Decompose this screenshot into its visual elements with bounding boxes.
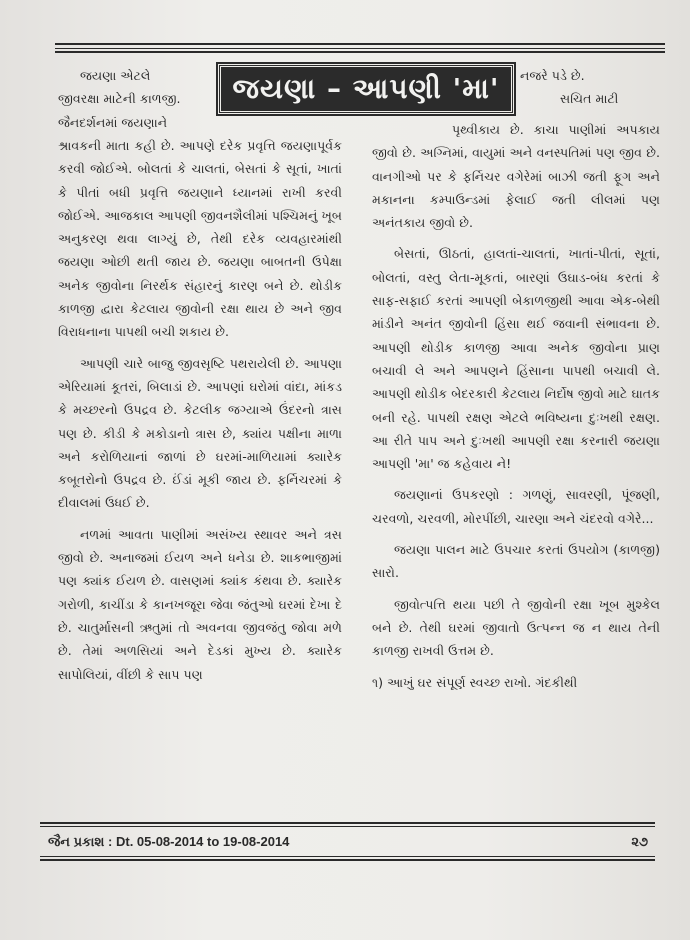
intro-line: સચિત માટી	[560, 91, 619, 107]
intro-line: જીવરક્ષા માટેની કાળજી.	[58, 91, 181, 107]
intro-right	[520, 64, 660, 111]
top-rule-thin	[55, 48, 665, 49]
paragraph: જીવોત્પત્તિ થયા પછી તે જીવોની રક્ષા ખૂબ મુશ્કેલ બને છે. તેથી ઘરમાં જીવાતો ઉત્પન્ન જ ન થાય તેની કાળજી રાખવી ઉત્તમ છે.	[372, 596, 660, 659]
paragraph: જયણા પાલન માટે ઉપચાર કરતાં ઉપયોગ (કાળજી) સારો.	[372, 542, 660, 581]
footer-rule	[40, 822, 655, 824]
paragraph: શ્રાવકની માતા કહી છે. આપણે દરેક પ્રવૃત્તિ જયણાપૂર્વક કરવી જોઈએ. બોલતાં કે ચાલતાં, બેસતાં કે સૂતાં, ખાતાં કે પીતાં બધી પ્રવૃત્તિ જયણાને ધ્યાનમાં રાખી કરવી જોઈએ. આજકાલ આપણી જીવનશૈલીમાં પશ્ચિમનું ખૂબ અનુકરણ થવા લાગ્યું છે, તેથી દરેક વ્યવહારમાંથી જયણા ઓછી થતી જાય છે. જયણા બાબતની ઉપેક્ષા અનેક જીવોના નિરર્થક સંહારનું કારણ બને છે. થોડીક કાળજી દ્વારા કેટલાય જીવોની રક્ષા થાય છે અને જીવ વિરાધનાના પાપથી બચી શકાય છે.	[58, 138, 342, 340]
page-number: ૨૭	[631, 834, 648, 849]
top-rule-lower	[55, 51, 665, 53]
paragraph: ૧) આખું ઘર સંપૂર્ણ સ્વચ્છ રાખો. ગંદકીથી	[372, 674, 578, 690]
footer-rule-thin	[40, 826, 655, 827]
intro-line: જયણા એટલે	[80, 68, 151, 83]
publication-info: જૈન પ્રકાશ : Dt. 05-08-2014 to 19-08-2014	[48, 834, 290, 849]
paragraph: પૃથ્વીકાય છે. કાચા પાણીમાં અપકાય જીવો છે. અગ્નિમાં, વાયુમાં અને વનસ્પતિમાં પણ જીવ છે. વાનગીઓ પર કે ફર્નિચર વગેરેમાં બાઝી જતી ફૂગ અને મકાનના કમ્પાઉન્ડમાં ફેલાઈ જતી લીલમાં પણ અનંતકાય જીવો છે.	[372, 122, 660, 231]
paragraph: જયણાનાં ઉપકરણો : ગળણું, સાવરણી, પૂંજણી, ચરવળો, ચરવળી, મોરપીંછી, ચારણા અને ચંદરવો વગેરે...	[372, 487, 660, 526]
intro-left	[58, 64, 218, 134]
left-column	[58, 134, 342, 694]
paragraph: નળમાં આવતા પાણીમાં અસંખ્ય સ્થાવર અને ત્રસ જીવો છે. અનાજમાં ઈયળ અને ધનેડા છે. શાકભાજીમાં પણ ક્યાંક ઈયળ છે. વાસણમાં ક્યાંક કંથવા છે. ક્યારેક ગરોળી, કાચીંડા કે કાનખજૂરા જેવા જંતુઓ ઘરમાં દેખા દે છે. ચાતુર્માસની ઋતુમાં તો અવનવા જીવજંતુ જોવા મળે છે. તેમાં અળસિયાં અને દેડકાં મુખ્ય છે. ક્યારેક સાપોલિયાં, વીંછી કે સાપ પણ	[58, 526, 342, 682]
footer-rule-thin-bottom	[40, 856, 655, 857]
footer-rule-bottom	[40, 859, 655, 861]
paragraph: આપણી ચારે બાજુ જીવસૃષ્ટિ પથરાયેલી છે. આપણા એરિયામાં કૂતરાં, બિલાડાં છે. આપણાં ઘરોમાં વાંદા, માંકડ કે મચ્છરનો ઉપદ્રવ છે. કેટલીક જગ્યાએ ઉંદરનો ત્રાસ પણ છે. કીડી કે મકોડાનો ત્રાસ છે, ક્યાંય પક્ષીના માળા અને કરોળિયાનાં જાળાં છે ઘરમાં-માળિયામાં ક્યારેક કબૂતરોનો ઉપદ્રવ છે. ઈંડાં મૂકી જાય છે. ફર્નિચરમાં કે દીવાલમાં ઉધઈ છે.	[58, 355, 342, 511]
right-column	[372, 118, 660, 702]
top-rule	[55, 43, 665, 45]
intro-line: જૈનદર્શનમાં જયણાને	[58, 114, 168, 130]
article-title: જયણા – આપણી 'મા'	[218, 64, 514, 114]
page-footer	[48, 830, 648, 854]
paragraph: બેસતાં, ઊઠતાં, હાલતાં-ચાલતાં, ખાતાં-પીતાં, સૂતાં, બોલતાં, વસ્તુ લેતા-મૂકતાં, બારણાં ઉઘાડ-બંધ કરતાં કે સાફ-સફાઈ કરતાં આપણી બેકાળજીથી આવા એક-બેથી માંડીને અનંત જીવોની હિંસા થઈ જવાની સંભાવના છે. આપણી થોડીક કાળજી આવા અનેક જીવોના પ્રાણ બચાવી લે અને આપણને હિંસાના પાપથી બચાવી લે. આપણી થોડીક બેદરકારી કેટલાય નિર્દોષ જીવો માટે ઘાતક બની રહે. પાપથી રક્ષણ એટલે ભવિષ્યના દુઃખથી રક્ષણ. આ રીતે પાપ અને દુઃખથી આપણી રક્ષા કરનારી જયણા આપણી 'મા' જ કહેવાય ને!	[372, 246, 660, 472]
intro-line: નજરે પડે છે.	[520, 68, 585, 83]
